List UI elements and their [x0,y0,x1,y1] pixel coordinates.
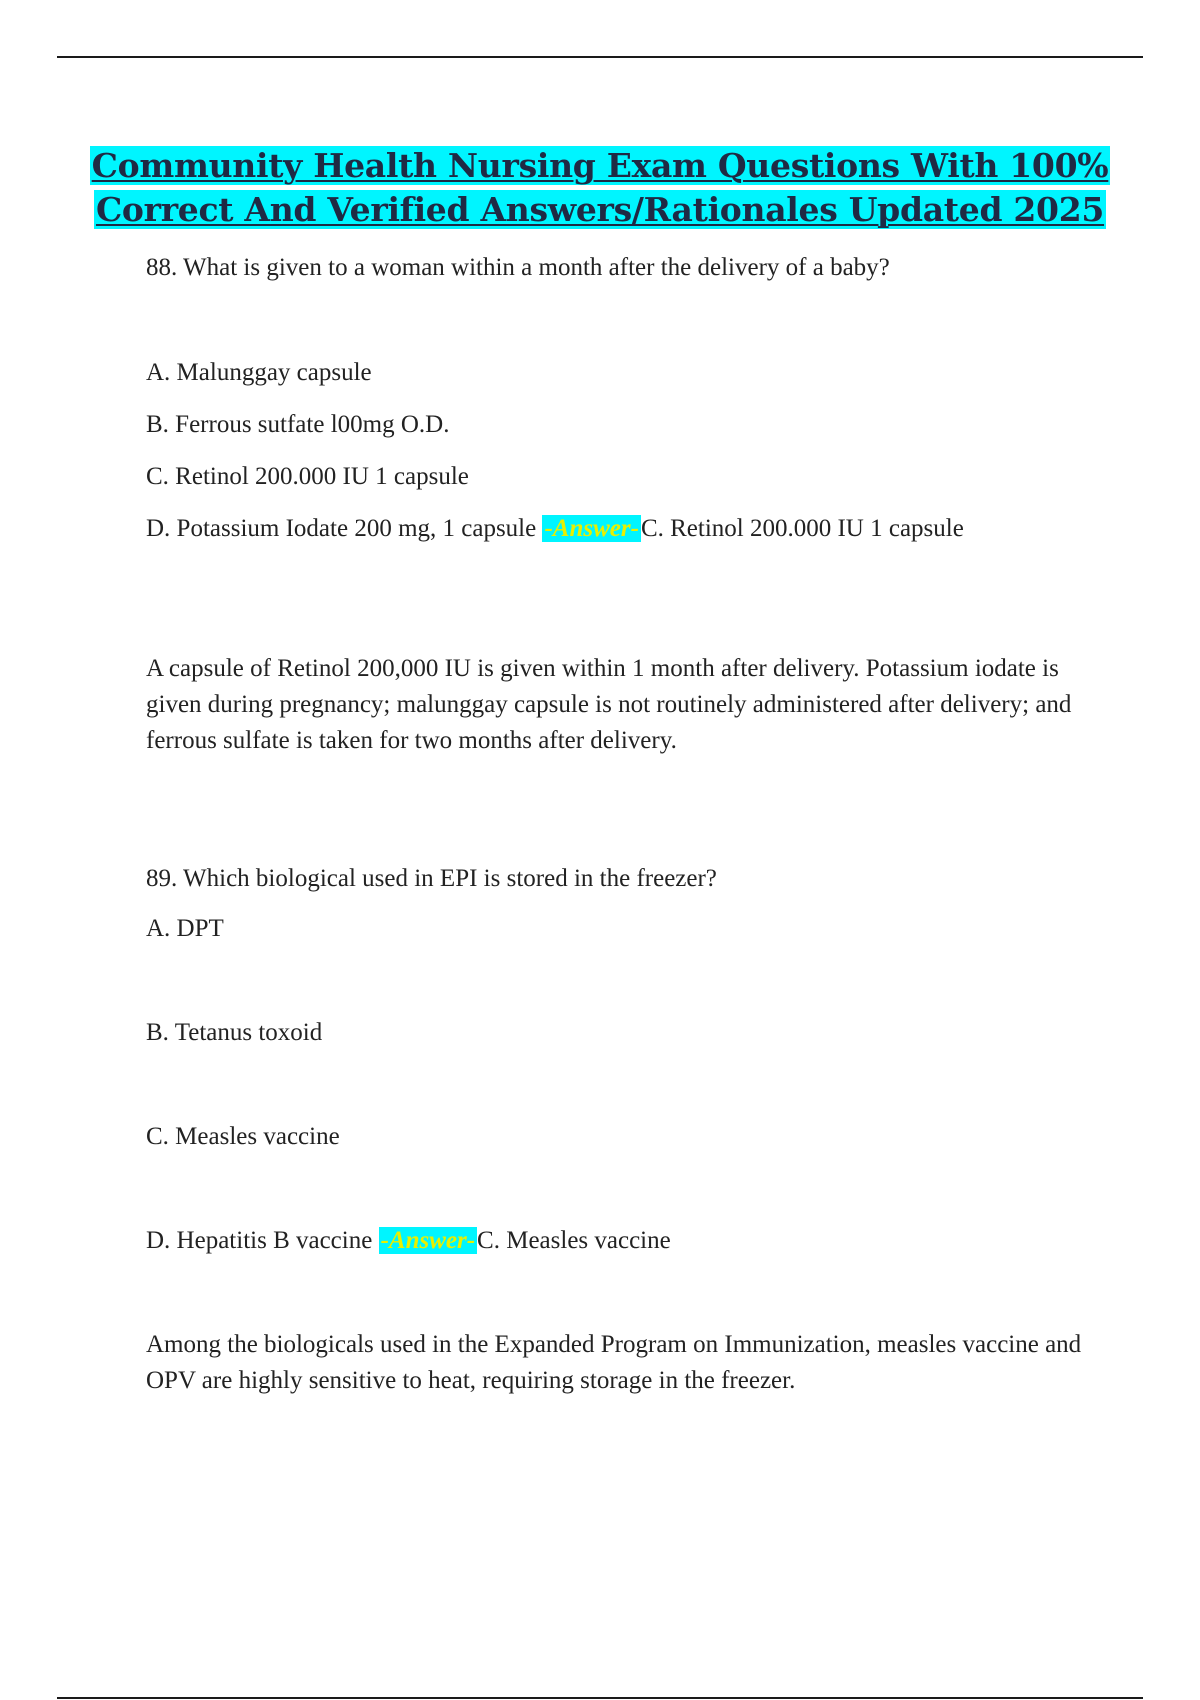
q89-option-b: B. Tetanus toxoid [146,1019,323,1046]
title-line-2: Correct And Verified Answers/Rationales Updated 2025 [95,190,1105,229]
q88-option-d: D. Potassium Iodate 200 mg, 1 capsule [146,515,543,542]
q89-option-d-with-answer [146,1223,1086,1259]
document-title [0,144,1200,232]
q88-option-b: B. Ferrous sutfate l00mg O.D. [146,411,450,438]
q88-answer: C. Retinol 200.000 IU 1 capsule [640,515,964,542]
title-line-1: Community Health Nursing Exam Questions With 100% [91,146,1109,185]
q89-option-c: C. Measles vaccine [146,1123,340,1150]
q88-rationale: A capsule of Retinol 200,000 IU is given within 1 month after delivery. Potassium iodate is given during pregnancy; malunggay capsule is not routinely administered after delivery; and ferrous sulfate is taken for two months after delivery. [146,655,1072,754]
q89-answer: C. Measles vaccine [477,1227,671,1254]
header-rule [57,56,1143,58]
q89-rationale: Among the biologicals used in the Expanded Program on Immunization, measles vaccine and OPV are highly sensitive to heat, requiring storage in the freezer. [146,1331,1082,1394]
q89-option-d: D. Hepatitis B vaccine [146,1227,379,1254]
q89-answer-tag: -Answer- [380,1227,476,1254]
q89-option-a: A. DPT [146,915,224,942]
q88-option-d-with-answer [146,511,1086,547]
footer-rule [57,1697,1143,1699]
question-89: 89. Which biological used in EPI is stored in the freezer? [146,865,717,892]
q88-option-a: A. Malunggay capsule [146,359,372,386]
q88-option-c: C. Retinol 200.000 IU 1 capsule [146,463,469,490]
q88-answer-tag: -Answer- [544,515,639,542]
question-88: 88. What is given to a woman within a month after the delivery of a baby? [146,254,890,281]
